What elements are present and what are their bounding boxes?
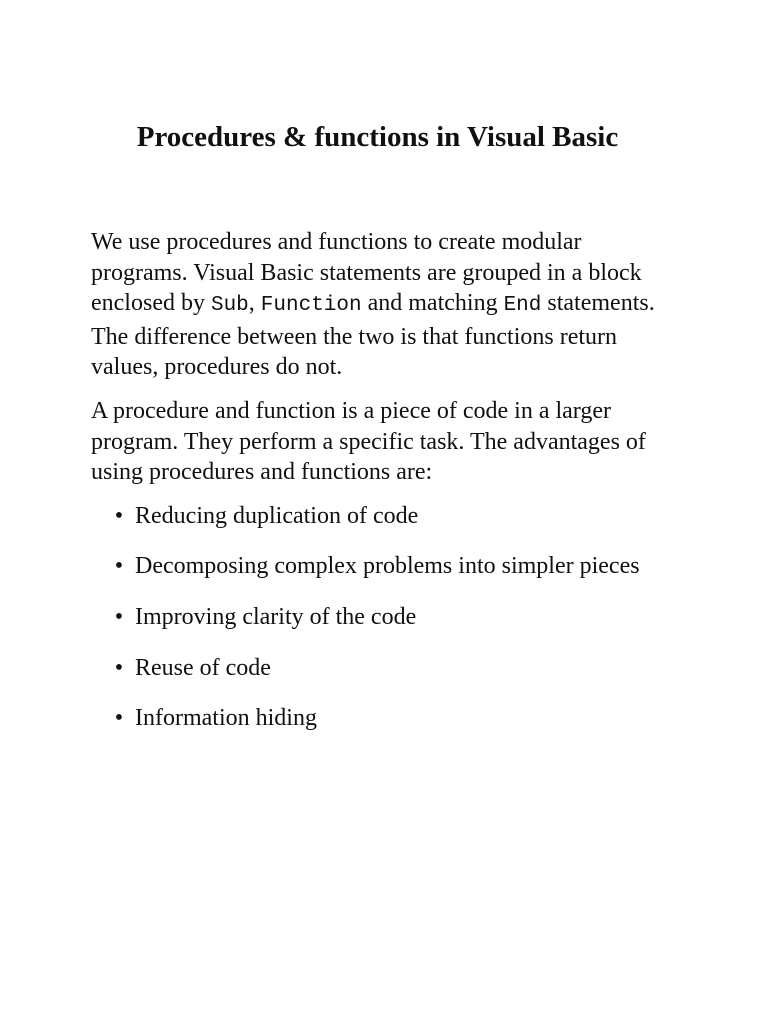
bullet-icon: •	[114, 603, 124, 630]
list-item	[114, 703, 655, 734]
list-item	[114, 501, 655, 532]
bullet-icon: •	[114, 553, 124, 580]
list-item-text: Improving clarity of the code	[135, 603, 417, 630]
paragraph-advantages-intro: A procedure and function is a piece of code in a larger program. They perform a specific task. The advantages of using procedures and functions are:	[91, 397, 646, 486]
list-item	[114, 653, 655, 684]
bullet-icon: •	[114, 654, 124, 681]
code-keyword-sub: Sub	[210, 294, 249, 318]
list-item-text: Reducing duplication of code	[135, 502, 419, 529]
paragraph-intro	[91, 227, 671, 383]
paragraph-intro-text-a: We use procedures and functions to create modular programs. Visual Basic statements are grouped in a block enclosed by	[91, 229, 642, 317]
paragraph-intro-text-b: ,	[248, 290, 261, 317]
list-item	[114, 551, 655, 582]
code-keyword-function: Function	[260, 294, 362, 318]
paragraph-intro-text-d: statements. The difference between the two is that functions return values, procedures do not.	[91, 290, 655, 381]
advantages-list	[91, 501, 671, 734]
list-item-text: Reuse of code	[135, 654, 271, 681]
list-item-text: Decomposing complex problems into simpler pieces	[135, 553, 640, 580]
list-item-text: Information hiding	[135, 705, 317, 732]
document-body	[91, 227, 671, 754]
list-item	[114, 602, 655, 633]
bullet-icon: •	[114, 705, 124, 732]
bullet-icon: •	[114, 502, 124, 529]
paragraph-intro-text-c: and matching	[361, 290, 504, 317]
page-title: Procedures & functions in Visual Basic	[136, 121, 619, 153]
code-keyword-end: End	[503, 294, 542, 318]
